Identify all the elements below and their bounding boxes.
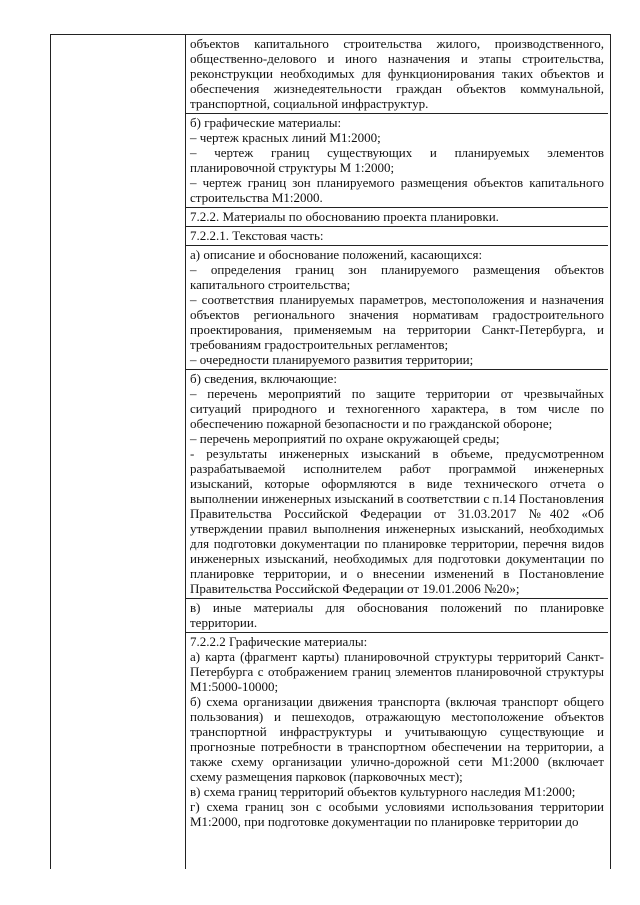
paragraph: – чертеж границ существующих и планируемых элементов планировочной структуры М 1:2000; <box>190 145 604 175</box>
paragraph: – чертеж красных линий М1:2000; <box>190 130 381 145</box>
paragraph: 7.2.2.2 Графические материалы: <box>190 634 368 649</box>
section-1 <box>190 36 604 111</box>
paragraph: – очередности планируемого развития территории; <box>190 352 474 367</box>
paragraph: а) карта (фрагмент карты) планировочной структуры территорий Санкт-Петербурга с отображением границ элементов планировочной структуры М1:5000-10000; <box>190 649 604 694</box>
section-2 <box>190 115 604 205</box>
paragraph: – чертеж границ зон планируемого размещения объектов капитального строительства М1:2000. <box>190 175 604 205</box>
paragraph: - результаты инженерных изысканий в объеме, предусмотренном разрабатываемой исполнителем работ программой инженерных изысканий, которые оформляются в виде технического отчета о выполнении инженерных изысканий в соответствии с п.14 Постановления Правительства Российской Федерации от 31.03.2017 №402 «Об утверждении правил выполнения инженерных изысканий, необходимых для подготовки документации по планировке территории, перечня видов инженерных изысканий, необходимых для подготовки документации по планировке территории, и о внесении изменений в Постановление Правительства Российской Федерации от 19.01.2006 №20»; <box>190 446 605 596</box>
section-4 <box>190 228 604 243</box>
paragraph: 7.2.2.1. Текстовая часть: <box>190 228 324 243</box>
section-8 <box>190 634 604 829</box>
paragraph: г) схема границ зон с особыми условиями использования территории М1:2000, при подготовке документации по планировке территории до <box>190 799 604 829</box>
row-divider <box>186 226 608 227</box>
paragraph: б) схема организации движения транспорта (включая транспорт общего пользования) и пешеходов, отражающую местоположение объектов транспортной инфраструктуры и учитывающую существующие и прогнозные потребности в транспортном обеспечении на территории, а также схему организации улично-дорожной сети М1:2000 (включает схему размещения парковок (парковочных мест); <box>190 694 604 784</box>
paragraph: – соответствия планируемых параметров, местоположения и назначения объектов регионального значения нормативам градостроительного проектирования, применяемым на территории Санкт-Петербурга, и требованиям градостроительных регламентов; <box>190 292 604 352</box>
paragraph: 7.2.2. Материалы по обоснованию проекта планировки. <box>190 209 499 224</box>
paragraph: б) сведения, включающие: <box>190 371 337 386</box>
section-3 <box>190 209 604 224</box>
section-6 <box>190 371 604 596</box>
paragraph: объектов капитального строительства жилого, производственного, общественно-делового и иного назначения и этапы строительства, реконструкции необходимых для функционирования таких объектов и обеспечения жизнедеятельности граждан объектов коммунальной, транспортной, социальной инфраструктур. <box>190 36 604 111</box>
section-5 <box>190 247 604 367</box>
paragraph: – перечень мероприятий по охране окружающей среды; <box>190 431 500 446</box>
column-divider <box>185 34 186 869</box>
row-divider <box>186 113 608 114</box>
content-cell <box>190 36 604 829</box>
section-7 <box>190 600 604 630</box>
paragraph: – определения границ зон планируемого размещения объектов капитального строительства; <box>190 262 604 292</box>
row-divider <box>186 369 608 370</box>
paragraph: в) иные материалы для обоснования положений по планировке территории. <box>190 600 604 630</box>
paragraph: в) схема границ территорий объектов культурного наследия М1:2000; <box>190 784 576 799</box>
paragraph: б) графические материалы: <box>190 115 342 130</box>
paragraph: а) описание и обоснование положений, касающихся: <box>190 247 483 262</box>
row-divider <box>186 207 608 208</box>
row-divider <box>186 598 608 599</box>
paragraph: – перечень мероприятий по защите территории от чрезвычайных ситуаций природного и техногенного характера, в том числе по обеспечению пожарной безопасности и по гражданской обороне; <box>190 386 604 431</box>
row-divider <box>186 632 608 633</box>
row-divider <box>186 245 608 246</box>
